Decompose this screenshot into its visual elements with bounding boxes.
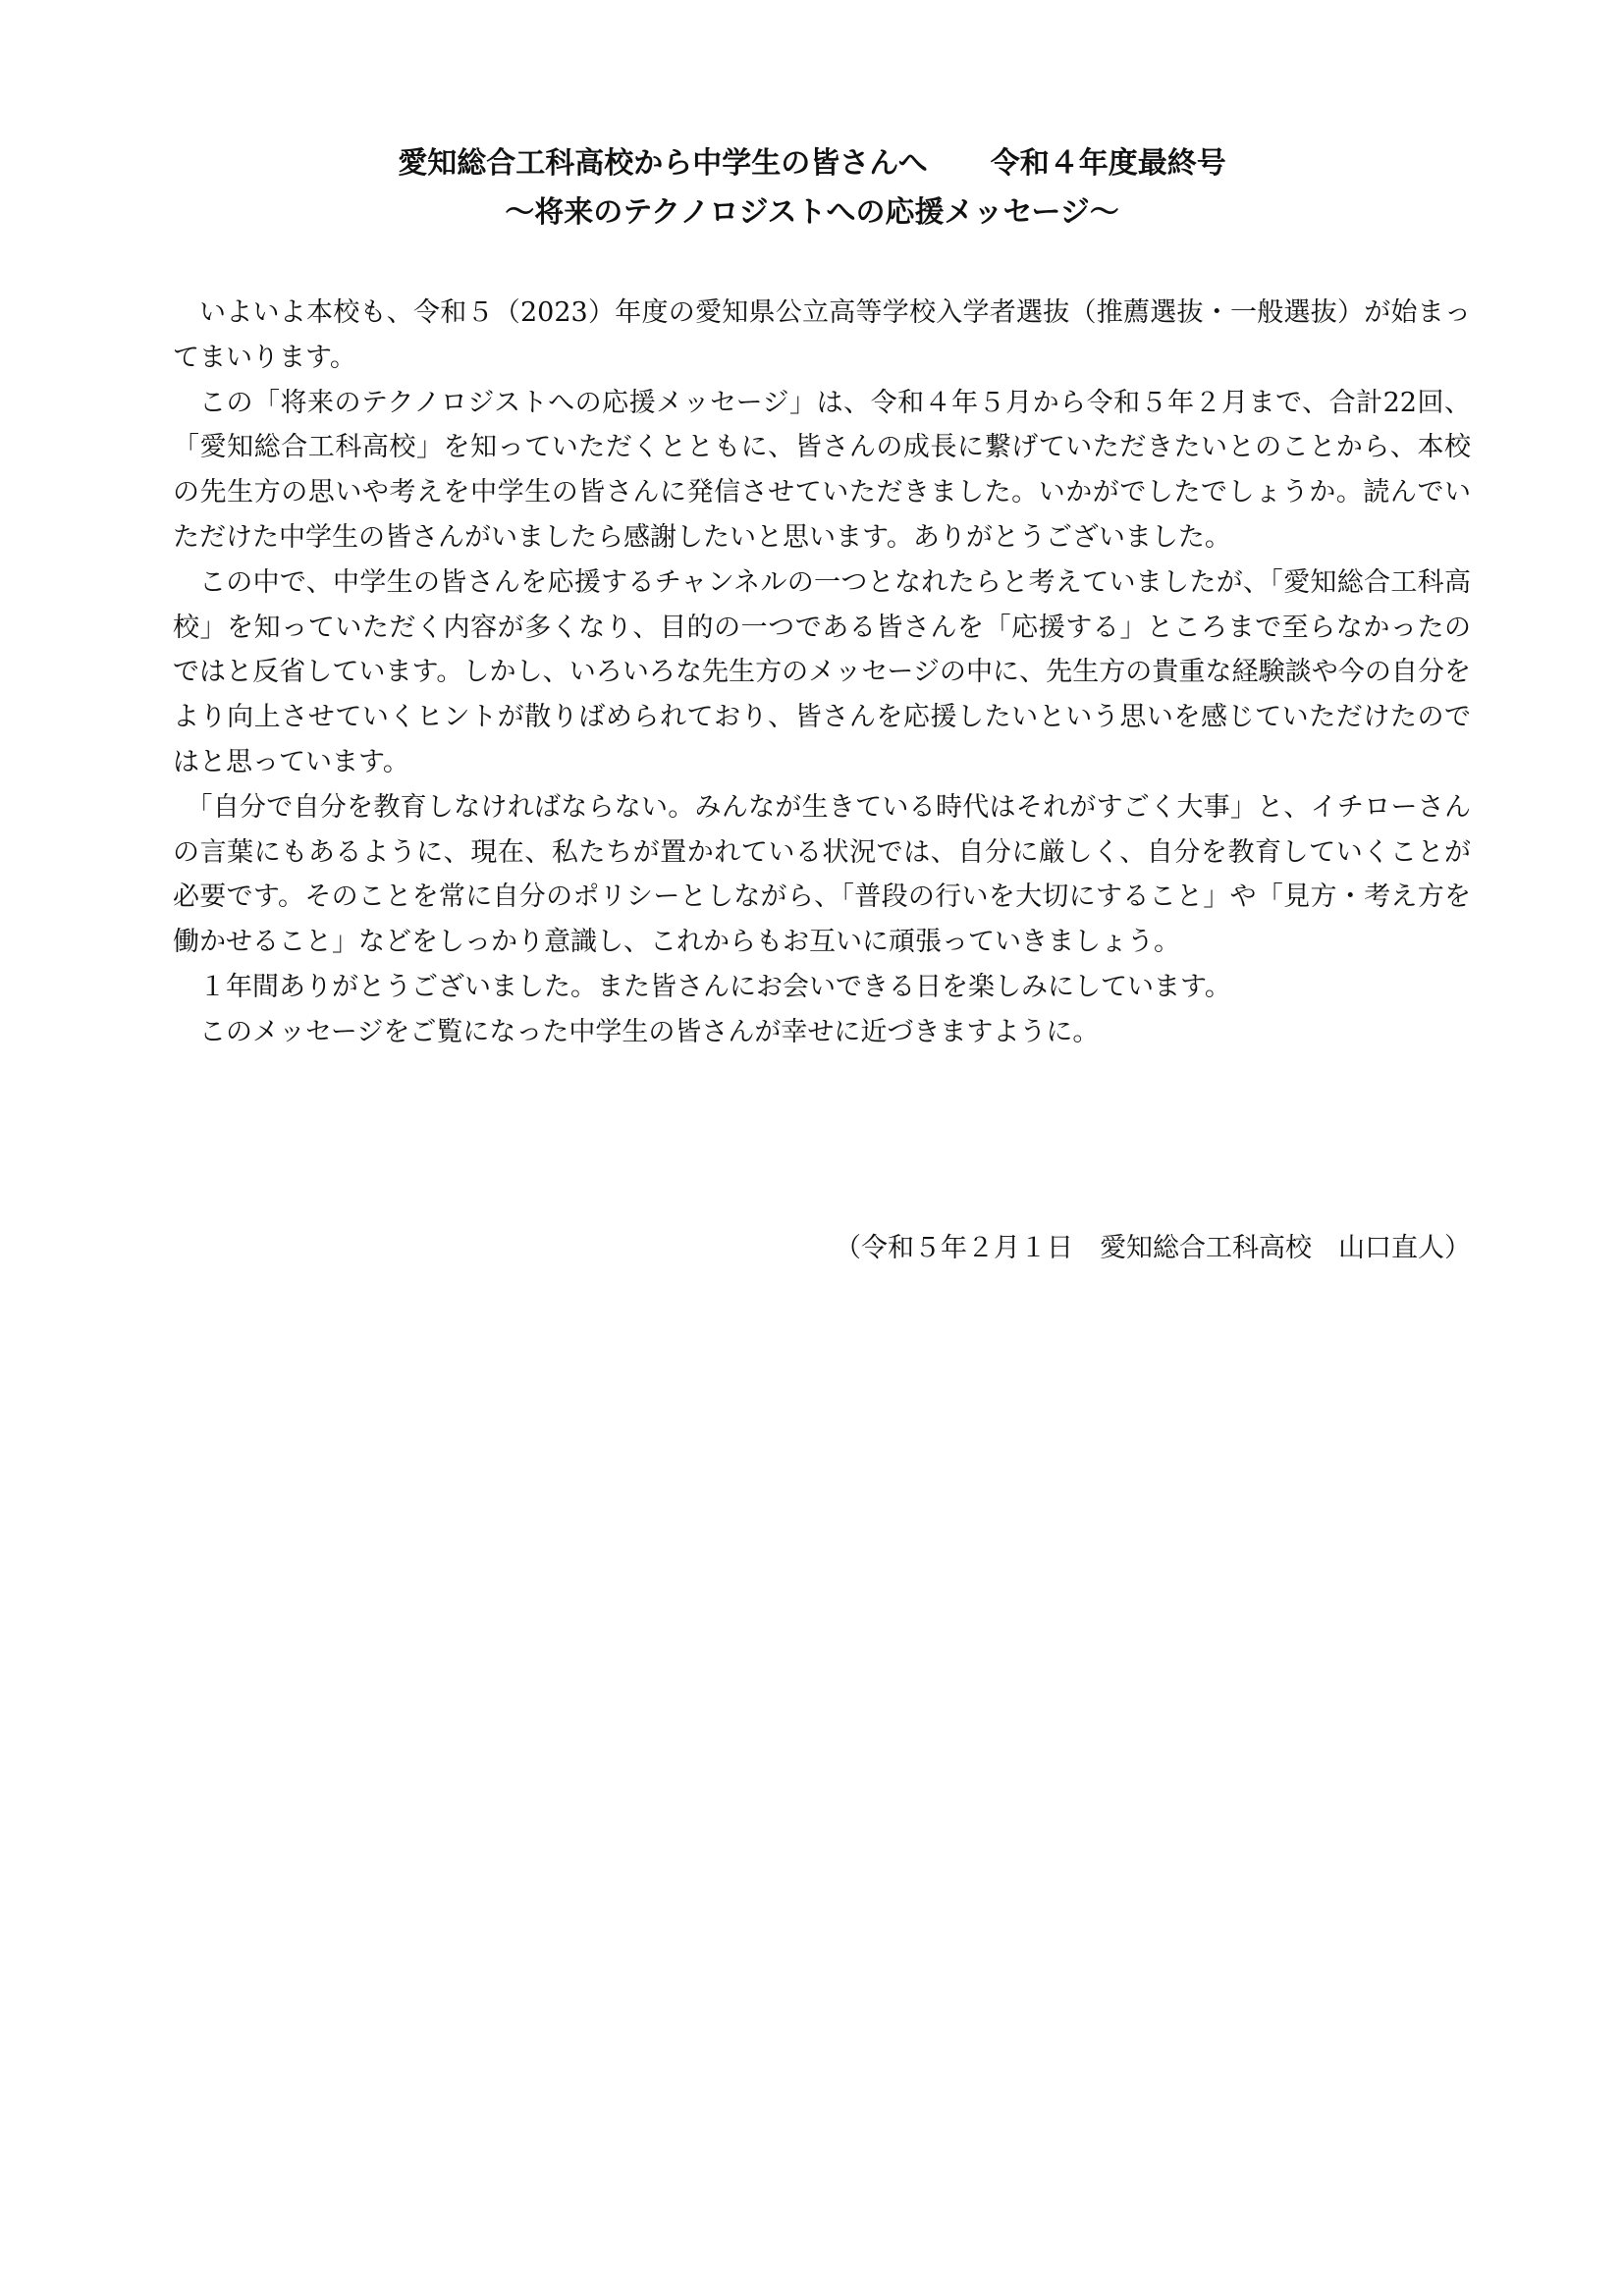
- paragraph-thanks: １年間ありがとうございました。また皆さんにお会いできる日を楽しみにしています。: [199, 971, 1231, 1002]
- document-header: [0, 139, 1624, 238]
- issue-label: 令和４年度最終号: [990, 146, 1226, 181]
- signature-line: （令和５年２月１日 愛知総合工科高校 山口直人）: [835, 1233, 1471, 1263]
- paragraph-ichiro-quote: 「自分で自分を教育しなければならない。みんなが生きている時代はそれがすごく大事」と、イチローさんの言葉にもあるように、現在、私たちが置かれている状況では、自分に厳しく、自分を教育していくことが必要です。そのことを常に自分のポリシーとしながら、「普段の行いを大切にすること」や「見方・考え方を働かせること」などをしっかり意識し、これからもお互いに頑張っていきましょう。: [173, 791, 1471, 958]
- paragraph-intro: いよいよ本校も、令和５（2023）年度の愛知県公立高等学校入学者選抜（推薦選抜・一般選抜）が始まってまいります。: [173, 297, 1471, 373]
- paragraph-reflection: この中で、中学生の皆さんを応援するチャンネルの一つとなれたらと考えていましたが、「愛知総合工科高校」を知っていただく内容が多くなり、目的の一つである皆さんを「応援する」ところまで至らなかったのではと反省しています。しかし、いろいろな先生方のメッセージの中に、先生方の貴重な経験談や今の自分をより向上させていくヒントが散りばめられており、皆さんを応援したいという思いを感じていただけたのではと思っています。: [173, 566, 1471, 777]
- document-title: 愛知総合工科高校から中学生の皆さんへ: [398, 146, 928, 181]
- paragraph-closing-wish: このメッセージをご覧になった中学生の皆さんが幸せに近づきますように。: [199, 1016, 1100, 1047]
- title-line: [0, 139, 1624, 188]
- document-body: [173, 291, 1471, 1055]
- document-subtitle: ～将来のテクノロジストへの応援メッセージ～: [505, 195, 1119, 230]
- paragraph-message-series: この「将来のテクノロジストへの応援メッセージ」は、令和４年５月から令和５年２月まで、合計22回、「愛知総合工科高校」を知っていただくとともに、皆さんの成長に繋げていただきたいとのことから、本校の先生方の思いや考えを中学生の皆さんに発信させていただきました。いかがでしたでしょうか。読んでいただけた中学生の皆さんがいましたら感謝したいと思います。ありがとうございました。: [173, 387, 1471, 553]
